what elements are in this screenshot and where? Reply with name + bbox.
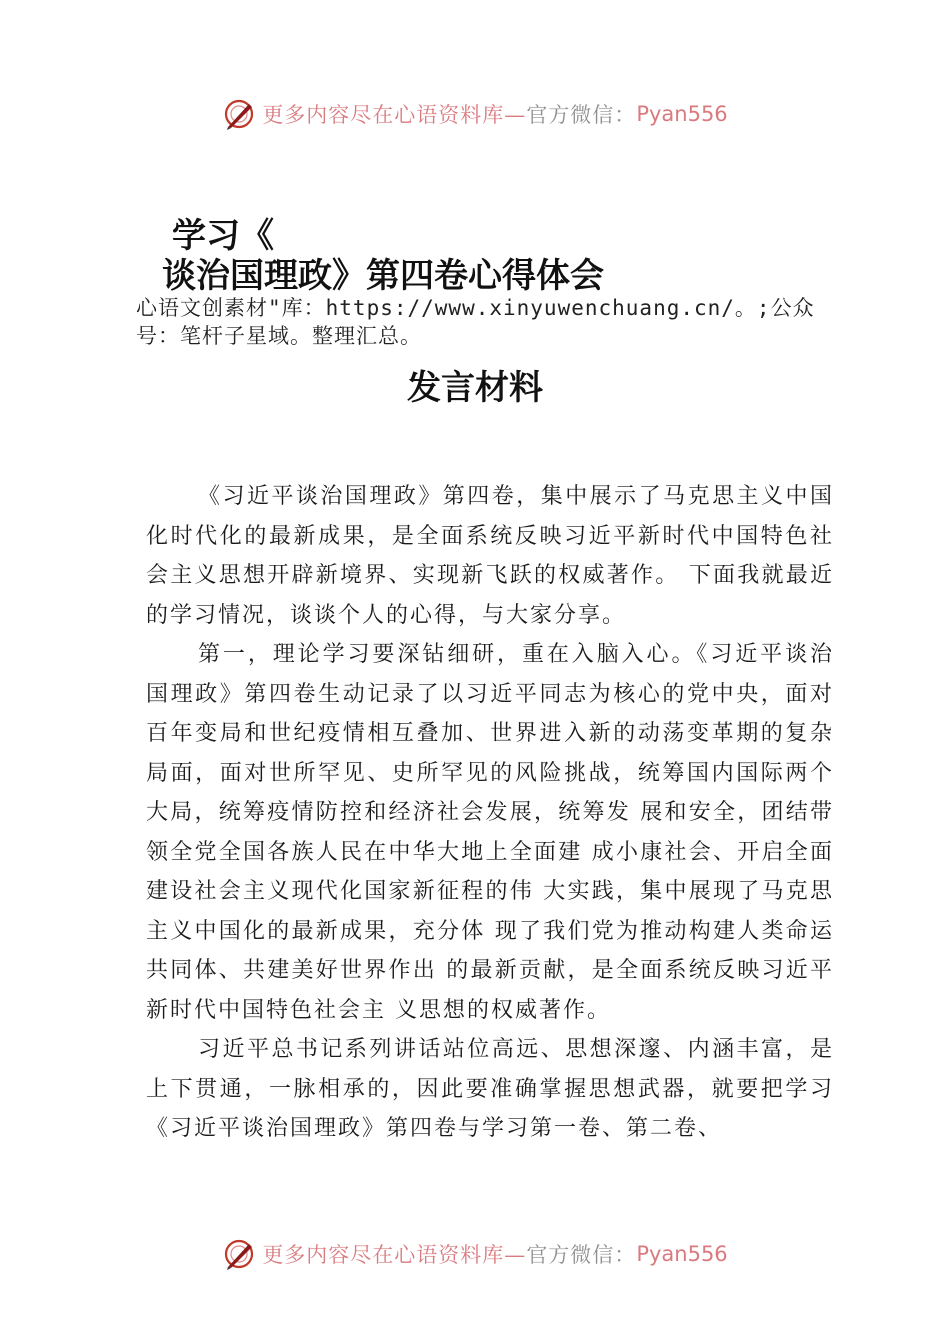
pen-logo-icon [222,1237,256,1271]
header-wechat-id: Pyan556 [636,102,728,126]
paragraph: 第一，理论学习要深钻细研，重在入脑入心。《习近平谈治国理政》第四卷生动记录了以习近平同志为核心的党中央，面对百年变局和世纪疫情相互叠加、世界进入新的动荡变革期的复杂局面，面对世所罕见、史所罕见的风险挑战，统筹国内国际两个大局，统筹疫情防控和经济社会发展，统筹发 展和安全，团结带领全党全国各族人民在中华大地上全面建 成小康社会、开启全面建设社会主义现代化国家新征程的伟 大实践，集中展现了马克思主义中国化的最新成果，充分体 现了我们党为推动构建人类命运共同体、共建美好世界作出 的最新贡献，是全面系统反映习近平新时代中国特色社会主 义思想的权威著作。 [146,642,834,1023]
header-text: 更多内容尽在心语资料库— [262,103,527,127]
doc-title-line1: 学习《 [172,216,274,256]
document-body [146,477,834,1149]
paragraph: 习近平总书记系列讲话站位高远、思想深邃、内涵丰富，是上下贯通，一脉相承的，因此要准确掌握思想武器，就要把学习《习近平谈治国理政》第四卷与学习第一卷、第二卷、 [146,1037,834,1141]
doc-title-line2: 谈治国理政》第四卷心得体会 [162,256,604,296]
footer-wechat-id: Pyan556 [636,1242,728,1266]
header-wechat-label: 官方微信： [526,103,637,127]
footer-wechat-label: 官方微信： [526,1243,637,1267]
footer-text: 更多内容尽在心语资料库— [262,1243,527,1267]
pen-logo-icon [222,97,256,131]
footer-banner [0,1232,950,1276]
doc-title-line3: 发言材料 [407,368,543,408]
header-banner [0,92,950,136]
paragraph: 《习近平谈治国理政》第四卷，集中展示了马克思主义中国化时代化的最新成果，是全面系统反映习近平新时代中国特色社会主义思想开辟新境界、实现新飞跃的权威著作。 下面我就最近的学习情况，谈谈个人的心得，与大家分享。 [146,484,834,628]
source-note: 心语文创素材"库：https://www.xinyuwenchuang.cn/。;公众号：笔杆子星域。整理汇总。 [136,296,815,348]
